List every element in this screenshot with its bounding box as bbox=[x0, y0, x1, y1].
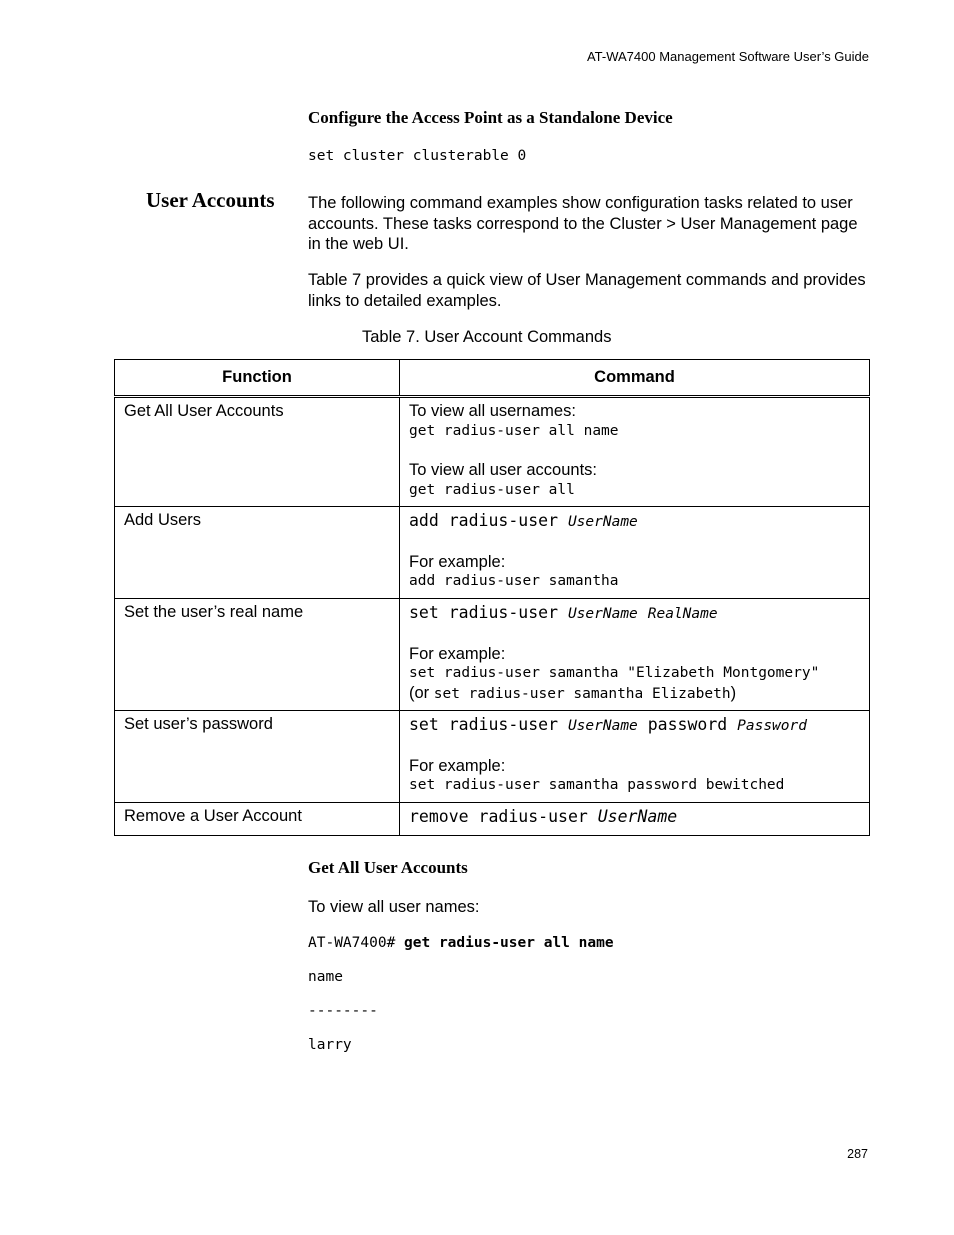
table-reference-paragraph: Table 7 provides a quick view of User Management commands and provides links to detailed examples. bbox=[308, 271, 866, 310]
command-syntax bbox=[409, 715, 860, 737]
syntax-command: set radius-user bbox=[409, 603, 568, 622]
get-all-intro: To view all user names: bbox=[308, 898, 480, 916]
alt-open: (or bbox=[409, 683, 434, 702]
get-all-heading: Get All User Accounts bbox=[308, 858, 468, 877]
alt-code: set radius-user samantha Elizabeth bbox=[433, 685, 731, 702]
cli-output-header: name bbox=[308, 969, 343, 985]
syntax-variable: Password bbox=[737, 718, 807, 734]
cli-command-line bbox=[308, 935, 614, 951]
example-label: For example: bbox=[409, 756, 506, 775]
syntax-command: add radius-user bbox=[409, 511, 568, 530]
alt-close: ) bbox=[730, 683, 737, 702]
user-accounts-intro: The following command examples show configuration tasks related to user accounts. These tasks correspond to the Cluster > User Management page in the web UI. bbox=[308, 194, 858, 253]
command-label: To view all user accounts: bbox=[409, 461, 598, 479]
command-label: To view all usernames: bbox=[409, 402, 576, 420]
command-cell bbox=[400, 803, 870, 836]
function-cell: Add Users bbox=[115, 507, 400, 599]
table-header-row bbox=[115, 360, 870, 397]
standalone-heading: Configure the Access Point as a Standalone Device bbox=[308, 108, 673, 127]
alternate-example bbox=[409, 684, 860, 705]
command-syntax bbox=[409, 807, 860, 827]
table-row bbox=[115, 397, 870, 507]
table-caption: Table 7. User Account Commands bbox=[362, 328, 612, 346]
example-code: set radius-user samantha "Elizabeth Montgomery" bbox=[409, 665, 820, 681]
function-cell: Set user’s password bbox=[115, 711, 400, 803]
example-code: add radius-user samantha bbox=[409, 573, 619, 589]
cli-command: get radius-user all name bbox=[404, 935, 614, 951]
syntax-variable: UserName bbox=[567, 606, 638, 622]
command-cell bbox=[400, 599, 870, 711]
page-number: 287 bbox=[847, 1147, 868, 1161]
table-row bbox=[115, 507, 870, 599]
command-cell bbox=[400, 507, 870, 599]
command-syntax bbox=[409, 603, 860, 625]
example-code: set radius-user samantha password bewitched bbox=[409, 777, 785, 793]
cli-output-rule: -------- bbox=[308, 1003, 378, 1019]
command-cell bbox=[400, 397, 870, 507]
user-account-commands-table bbox=[114, 359, 870, 836]
example-label: For example: bbox=[409, 644, 506, 663]
command-syntax bbox=[409, 511, 860, 533]
function-cell: Remove a User Account bbox=[115, 803, 400, 836]
cli-output-row: larry bbox=[308, 1037, 352, 1053]
command-cell bbox=[400, 711, 870, 803]
cli-prompt: AT-WA7400# bbox=[308, 935, 405, 951]
syntax-variable: RealName bbox=[647, 606, 718, 622]
syntax-variable: UserName bbox=[597, 807, 678, 826]
syntax-variable: UserName bbox=[567, 718, 638, 734]
standalone-command: set cluster clusterable 0 bbox=[308, 148, 527, 164]
table-row bbox=[115, 599, 870, 711]
syntax-command: remove radius-user bbox=[409, 807, 598, 826]
table-row bbox=[115, 711, 870, 803]
function-cell: Get All User Accounts bbox=[115, 397, 400, 507]
syntax-variable: UserName bbox=[567, 514, 638, 530]
syntax-keyword: password bbox=[637, 715, 738, 734]
command-code: get radius-user all bbox=[409, 481, 575, 498]
table-row bbox=[115, 803, 870, 836]
example-label: For example: bbox=[409, 552, 506, 571]
function-cell: Set the user’s real name bbox=[115, 599, 400, 711]
column-header-function: Function bbox=[115, 360, 400, 397]
section-heading-user-accounts: User Accounts bbox=[146, 188, 275, 212]
column-header-command: Command bbox=[400, 360, 870, 397]
syntax-command: set radius-user bbox=[409, 715, 568, 734]
running-header: AT-WA7400 Management Software User’s Guide bbox=[586, 49, 869, 64]
command-code: get radius-user all name bbox=[409, 422, 619, 439]
